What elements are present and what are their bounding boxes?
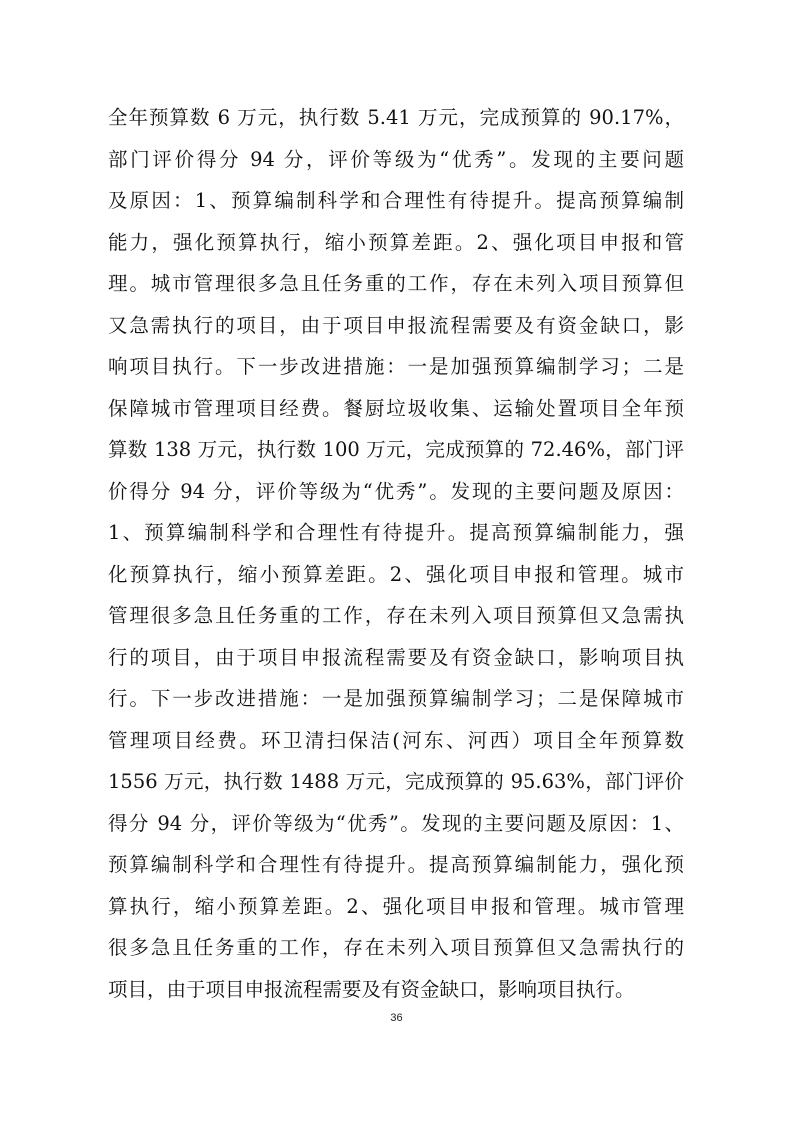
text-line: 项目，由于项目申报流程需要及有资金缺口，影响项目执行。 <box>108 977 635 1001</box>
page-number: 36 <box>390 1012 403 1024</box>
text-line: 能力，强化预算执行，缩小预算差距。2、强化项目申报和管 <box>108 230 684 254</box>
text-line: 很多急且任务重的工作，存在未列入项目预算但又急需执行的 <box>108 936 684 959</box>
text-line: 保障城市管理项目经费。餐厨垃圾收集、运输处置项目全年预 <box>108 396 684 420</box>
text-line: 管理很多急且任务重的工作，存在未列入项目预算但又急需执 <box>108 604 684 627</box>
text-line: 算执行，缩小预算差距。2、强化项目申报和管理。城市管理 <box>108 894 684 918</box>
text-line: 又急需执行的项目，由于项目申报流程需要及有资金缺口，影 <box>108 313 684 337</box>
text-line: 行。下一步改进措施：一是加强预算编制学习；二是保障城市 <box>108 687 684 710</box>
body-paragraph <box>108 97 684 1010</box>
text-line: 响项目执行。下一步改进措施：一是加强预算编制学习；二是 <box>108 355 684 378</box>
text-line: 得分 94 分，评价等级为“优秀”。发现的主要问题及原因：1、 <box>108 811 684 835</box>
text-line: 部门评价得分 94 分，评价等级为“优秀”。发现的主要问题 <box>108 147 684 171</box>
text-line: 及原因：1、预算编制科学和合理性有待提升。提高预算编制 <box>108 189 684 212</box>
text-line: 管理项目经费。环卫清扫保洁(河东、河西）项目全年预算数 <box>108 728 684 752</box>
text-line: 全年预算数 6 万元，执行数 5.41 万元，完成预算的 90.17%， <box>108 106 684 129</box>
text-line: 算数 138 万元，执行数 100 万元，完成预算的 72.46%，部门评 <box>108 438 684 461</box>
text-line: 价得分 94 分，评价等级为“优秀”。发现的主要问题及原因： <box>108 479 684 503</box>
text-line: 1556 万元，执行数 1488 万元，完成预算的 95.63%，部门评价 <box>108 770 684 793</box>
text-line: 行的项目，由于项目申报流程需要及有资金缺口，影响项目执 <box>108 645 684 669</box>
text-line: 预算编制科学和合理性有待提升。提高预算编制能力，强化预 <box>108 853 684 876</box>
text-line: 1、预算编制科学和合理性有待提升。提高预算编制能力，强 <box>108 521 684 544</box>
text-line: 理。城市管理很多急且任务重的工作，存在未列入项目预算但 <box>108 272 684 295</box>
text-line: 化预算执行，缩小预算差距。2、强化项目申报和管理。城市 <box>108 562 684 586</box>
